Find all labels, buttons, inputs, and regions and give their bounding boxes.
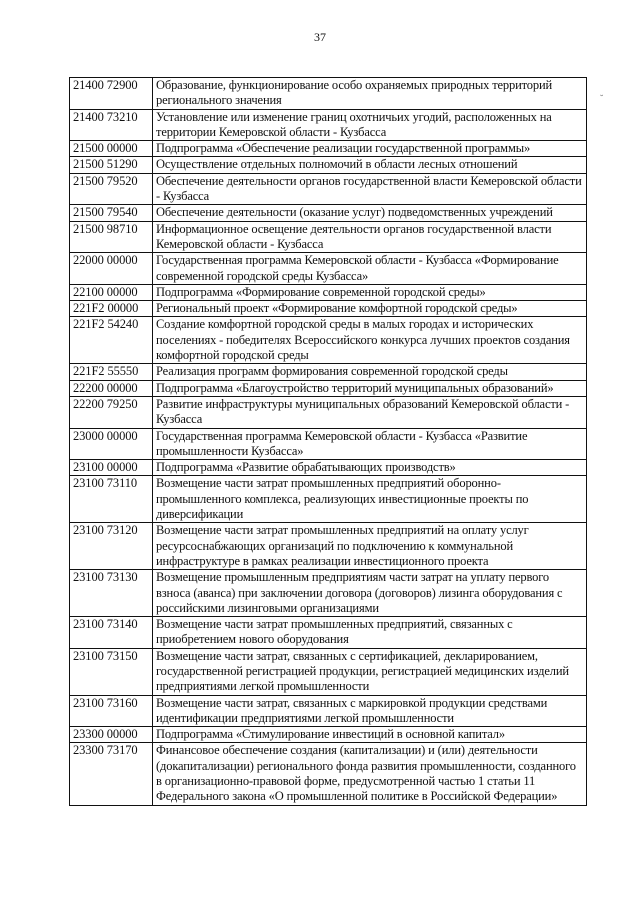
row-description: Государственная программа Кемеровской области - Кузбасса «Формирование современной городской среды Кузбасса»	[153, 253, 587, 285]
row-description: Создание комфортной городской среды в малых городах и исторических поселениях - победителях Всероссийского конкурса лучших проектов создания комфортной городской среды	[153, 317, 587, 364]
table-row	[70, 727, 587, 743]
row-description: Образование, функционирование особо охраняемых природных территорий регионального значения	[153, 78, 587, 110]
row-code: 22200 00000	[70, 380, 153, 396]
row-description: Возмещение части затрат промышленных предприятий оборонно-промышленного комплекса, реализующих инвестиционные проекты по диверсификации	[153, 476, 587, 523]
row-code: 23100 73110	[70, 476, 153, 523]
row-description: Развитие инфраструктуры муниципальных образований Кемеровской области - Кузбасса	[153, 396, 587, 428]
margin-mark: ˘	[600, 94, 604, 105]
row-description: Возмещение части затрат промышленных предприятий на оплату услуг ресурсоснабжающих организаций по подключению к коммунальной инфраструктуре в рамках реализации инвестиционного проекта	[153, 523, 587, 570]
budget-classification-table	[69, 77, 587, 806]
table-row	[70, 141, 587, 157]
row-code: 23100 73160	[70, 695, 153, 727]
row-description: Региональный проект «Формирование комфортной городской среды»	[153, 301, 587, 317]
row-code: 21500 51290	[70, 157, 153, 173]
row-code: 22000 00000	[70, 253, 153, 285]
table-row	[70, 173, 587, 205]
row-code: 22100 00000	[70, 284, 153, 300]
table-row	[70, 617, 587, 649]
row-code: 21400 73210	[70, 109, 153, 141]
row-description: Финансовое обеспечение создания (капитализации) и (или) деятельности (докапитализации) регионального фонда развития промышленности, созданного в организационно-правовой форме, предусмотренной частью 1 статьи 11 Федерального закона «О промышленной политике в Российской Федерации»	[153, 743, 587, 805]
row-description: Государственная программа Кемеровской области - Кузбасса «Развитие промышленности Кузбасса»	[153, 428, 587, 460]
row-code: 23100 73140	[70, 617, 153, 649]
row-description: Обеспечение деятельности (оказание услуг) подведомственных учреждений	[153, 205, 587, 221]
row-code: 23100 00000	[70, 460, 153, 476]
row-description: Возмещение части затрат, связанных с сертификацией, декларированием, государственной регистрацией продукции, регистрацией медицинских изделий предприятиями легкой промышленности	[153, 648, 587, 695]
table-row	[70, 317, 587, 364]
row-description: Установление или изменение границ охотничьих угодий, расположенных на территории Кемеровской области - Кузбасса	[153, 109, 587, 141]
row-code: 22200 79250	[70, 396, 153, 428]
table-row	[70, 364, 587, 380]
row-description: Подпрограмма «Стимулирование инвестиций в основной капитал»	[153, 727, 587, 743]
table-row	[70, 205, 587, 221]
table-row	[70, 78, 587, 110]
row-code: 21500 79540	[70, 205, 153, 221]
row-description: Обеспечение деятельности органов государственной власти Кемеровской области - Кузбасса	[153, 173, 587, 205]
table-row	[70, 284, 587, 300]
table-row	[70, 570, 587, 617]
table-row	[70, 648, 587, 695]
table-row	[70, 109, 587, 141]
row-code: 221F2 00000	[70, 301, 153, 317]
row-description: Возмещение промышленным предприятиям части затрат на уплату первого взноса (аванса) при заключении договора (договоров) лизинга оборудования с российскими лизинговыми организациями	[153, 570, 587, 617]
row-code: 21400 72900	[70, 78, 153, 110]
table-row	[70, 476, 587, 523]
row-code: 23100 73150	[70, 648, 153, 695]
table-row	[70, 460, 587, 476]
row-description: Подпрограмма «Формирование современной городской среды»	[153, 284, 587, 300]
table-row	[70, 428, 587, 460]
row-code: 21500 00000	[70, 141, 153, 157]
row-description: Возмещение части затрат, связанных с маркировкой продукции средствами идентификации предприятиями легкой промышленности	[153, 695, 587, 727]
row-code: 21500 79520	[70, 173, 153, 205]
table-row	[70, 396, 587, 428]
table-row	[70, 743, 587, 805]
row-code: 221F2 54240	[70, 317, 153, 364]
table-row	[70, 221, 587, 253]
row-description: Подпрограмма «Развитие обрабатывающих производств»	[153, 460, 587, 476]
row-description: Подпрограмма «Благоустройство территорий муниципальных образований»	[153, 380, 587, 396]
row-code: 23100 73120	[70, 523, 153, 570]
row-code: 23300 73170	[70, 743, 153, 805]
row-description: Подпрограмма «Обеспечение реализации государственной программы»	[153, 141, 587, 157]
table-row	[70, 695, 587, 727]
row-description: Реализация программ формирования современной городской среды	[153, 364, 587, 380]
table-row	[70, 157, 587, 173]
row-code: 23300 00000	[70, 727, 153, 743]
row-code: 21500 98710	[70, 221, 153, 253]
row-code: 23100 73130	[70, 570, 153, 617]
table-row	[70, 301, 587, 317]
row-description: Информационное освещение деятельности органов государственной власти Кемеровской области - Кузбасса	[153, 221, 587, 253]
row-description: Осуществление отдельных полномочий в области лесных отношений	[153, 157, 587, 173]
table-row	[70, 523, 587, 570]
page-number: 37	[314, 30, 326, 44]
row-description: Возмещение части затрат промышленных предприятий, связанных с приобретением нового оборудования	[153, 617, 587, 649]
row-code: 221F2 55550	[70, 364, 153, 380]
table-row	[70, 380, 587, 396]
table-row	[70, 253, 587, 285]
row-code: 23000 00000	[70, 428, 153, 460]
